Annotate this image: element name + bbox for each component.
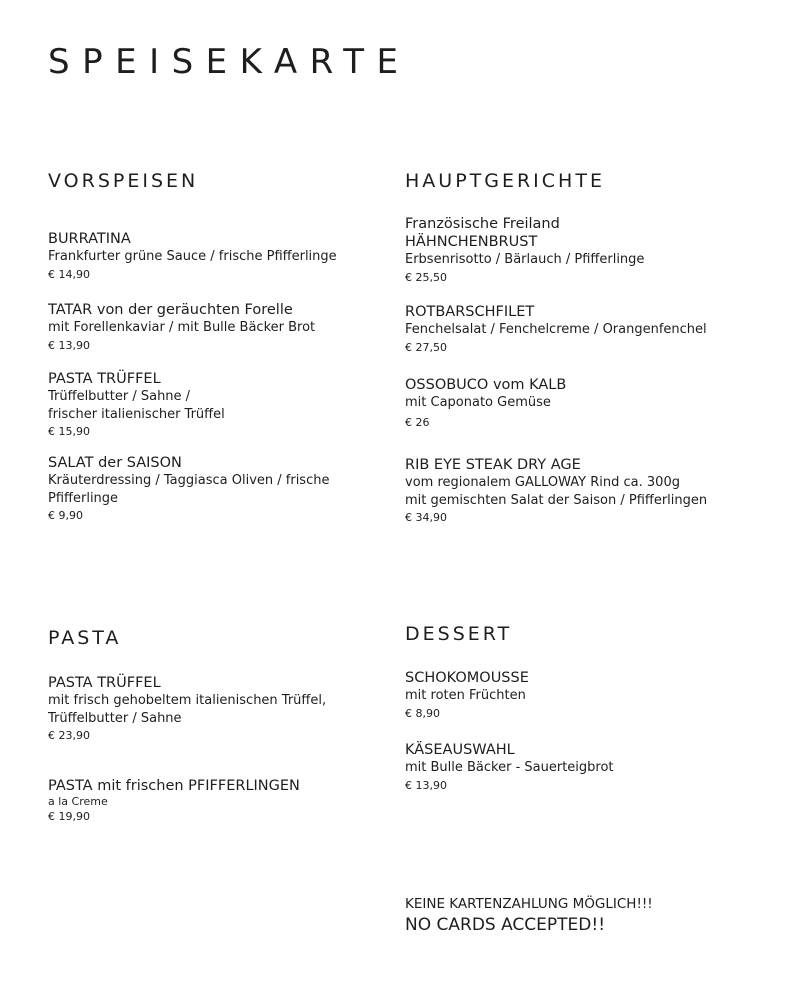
dish-description: Trüffelbutter / Sahne / (48, 389, 191, 404)
dish-name: PASTA mit frischen PFIFFERLINGEN (48, 778, 300, 794)
dish-price: € 9,90 (48, 509, 83, 522)
dish-price: € 15,90 (48, 425, 90, 438)
dish-price: € 27,50 (405, 340, 447, 354)
section-heading-dessert: DESSERT (405, 623, 513, 645)
dish-description: mit gemischten Salat der Saison / Pfifferlingen (405, 492, 708, 508)
menu-item-pasta-trueffel (48, 674, 326, 744)
section-heading-hauptgerichte: HAUPTGERICHTE (405, 170, 605, 192)
dish-description: Fenchelsalat / Fenchelcreme / Orangenfenchel (405, 322, 707, 337)
menu-item-schokomousse (405, 669, 529, 722)
dish-description: a la Creme (48, 795, 108, 808)
dish-price: € 8,90 (405, 706, 440, 720)
payment-notice-de: KEINE KARTENZAHLUNG MÖGLICH!!! (405, 896, 653, 912)
payment-notice-en: NO CARDS ACCEPTED!! (405, 915, 606, 935)
menu-item-salat (48, 454, 329, 524)
dish-description: mit Forellenkaviar / mit Bulle Bäcker Brot (48, 320, 316, 335)
dish-price: € 14,90 (48, 267, 90, 281)
dish-description: Frankfurter grüne Sauce / frische Pfifferlinge (48, 249, 337, 264)
dish-name: ROTBARSCHFILET (405, 304, 535, 320)
dish-name: RIB EYE STEAK DRY AGE (405, 457, 581, 473)
page-title: SPEISEKARTE (48, 42, 411, 82)
dish-name: PASTA TRÜFFEL (48, 371, 161, 387)
dish-description: Kräuterdressing / Taggiasca Oliven / frische (48, 473, 330, 488)
dish-name: Französische Freiland (405, 216, 560, 232)
dish-description: Pfifferlinge (48, 490, 119, 506)
menu-item-rib-eye-steak (405, 456, 707, 526)
dish-price: € 23,90 (48, 729, 90, 742)
section-heading-vorspeisen: VORSPEISEN (48, 170, 199, 192)
dish-name: TATAR von der geräuchten Forelle (48, 302, 293, 318)
dish-name: PASTA TRÜFFEL (48, 675, 161, 691)
dish-price: € 13,90 (405, 778, 447, 792)
dish-description: frischer italienischer Trüffel (48, 406, 225, 422)
menu-item-haehnchenbrust (405, 215, 644, 286)
menu-item-rotbarschfilet (405, 303, 707, 356)
menu-item-tatar (48, 301, 315, 354)
menu-item-burratina (48, 230, 337, 283)
dish-name: OSSOBUCO vom KALB (405, 377, 567, 393)
dish-description: Trüffelbutter / Sahne (48, 710, 182, 726)
dish-price: € 26 (405, 415, 430, 429)
dish-description: mit roten Früchten (405, 688, 526, 703)
dish-name: HÄHNCHENBRUST (405, 234, 538, 250)
dish-description: mit Bulle Bäcker - Sauerteigbrot (405, 760, 614, 775)
dish-price: € 34,90 (405, 511, 447, 524)
dish-name: SCHOKOMOUSSE (405, 670, 529, 686)
menu-item-ossobuco (405, 376, 566, 431)
menu-item-pasta-pfifferlinge (48, 777, 300, 825)
dish-name: SALAT der SAISON (48, 455, 182, 471)
dish-name: BURRATINA (48, 231, 131, 247)
dish-description: vom regionalem GALLOWAY Rind ca. 300g (405, 475, 680, 490)
section-heading-pasta: PASTA (48, 627, 122, 649)
dish-description: mit Caponato Gemüse (405, 395, 551, 410)
dish-description: Erbsenrisotto / Bärlauch / Pfifferlinge (405, 252, 645, 267)
dish-name: KÄSEAUSWAHL (405, 742, 515, 758)
menu-item-kaeseauswahl (405, 741, 614, 794)
menu-item-pasta-trueffel-starter (48, 370, 225, 440)
dish-price: € 25,50 (405, 270, 447, 284)
dish-price: € 13,90 (48, 338, 90, 352)
dish-price: € 19,90 (48, 810, 90, 823)
dish-description: mit frisch gehobeltem italienischen Trüffel, (48, 693, 327, 708)
